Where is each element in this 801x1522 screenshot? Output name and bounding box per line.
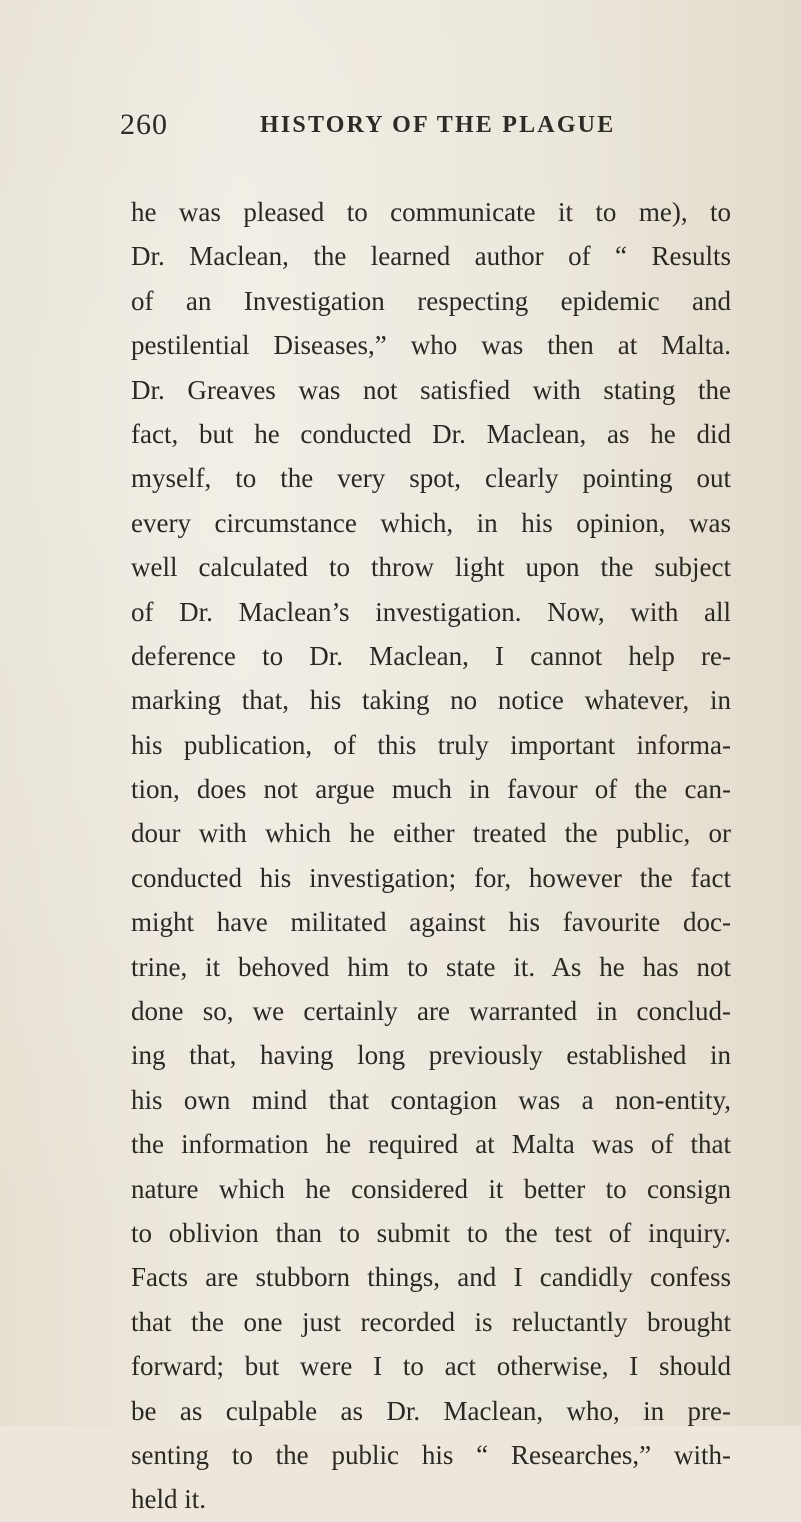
text-line: trine, it behoved him to state it. As he has not: [131, 951, 731, 982]
text-line: tion, does not argue much in favour of the can-: [131, 774, 731, 805]
text-line: senting to the public his “ Researches,” with-: [131, 1439, 731, 1470]
text-line: he was pleased to communicate it to me), to: [131, 197, 731, 227]
text-line: ing that, having long previously established in: [131, 1040, 731, 1071]
text-line: held it.: [131, 1484, 206, 1515]
text-line: every circumstance which, in his opinion, was: [131, 507, 731, 538]
text-line: Dr. Greaves was not satisfied with stating the: [131, 374, 731, 405]
text-line: of an Investigation respecting epidemic and: [131, 285, 731, 316]
text-line: pestilential Diseases,” who was then at Malta.: [131, 330, 731, 361]
text-line: conducted his investigation; for, however the fact: [131, 862, 731, 893]
text-line: Dr. Maclean, the learned author of “ Results: [131, 241, 731, 272]
text-line: Facts are stubborn things, and I candidly confess: [131, 1262, 731, 1293]
text-line: dour with which he either treated the public, or: [131, 818, 731, 849]
text-line: his own mind that contagion was a non-entity,: [131, 1084, 731, 1115]
page-header: [120, 108, 720, 148]
text-line: myself, to the very spot, clearly pointing out: [131, 463, 731, 494]
page-number: 260: [120, 108, 168, 141]
running-head: HISTORY OF THE PLAGUE: [260, 112, 616, 138]
text-line: that the one just recorded is reluctantly brought: [131, 1306, 731, 1337]
text-line: done so, we certainly are warranted in conclud-: [131, 996, 731, 1027]
text-line: the information he required at Malta was of that: [131, 1129, 731, 1160]
text-line: well calculated to throw light upon the subject: [131, 552, 731, 583]
text-line: his publication, of this truly important informa-: [131, 729, 731, 760]
text-line: fact, but he conducted Dr. Maclean, as he did: [131, 418, 731, 449]
text-line: might have militated against his favourite doc-: [131, 907, 731, 938]
text-line: nature which he considered it better to consign: [131, 1173, 731, 1204]
text-line: forward; but were I to act otherwise, I should: [131, 1351, 731, 1382]
text-line: marking that, his taking no notice whatever, in: [131, 685, 731, 716]
text-line: of Dr. Maclean’s investigation. Now, with all: [131, 596, 731, 627]
text-line: deference to Dr. Maclean, I cannot help re-: [131, 640, 731, 671]
text-line: be as culpable as Dr. Maclean, who, in pre-: [131, 1395, 731, 1426]
text-line: to oblivion than to submit to the test of inquiry.: [131, 1217, 731, 1248]
body-text: [131, 190, 731, 1522]
